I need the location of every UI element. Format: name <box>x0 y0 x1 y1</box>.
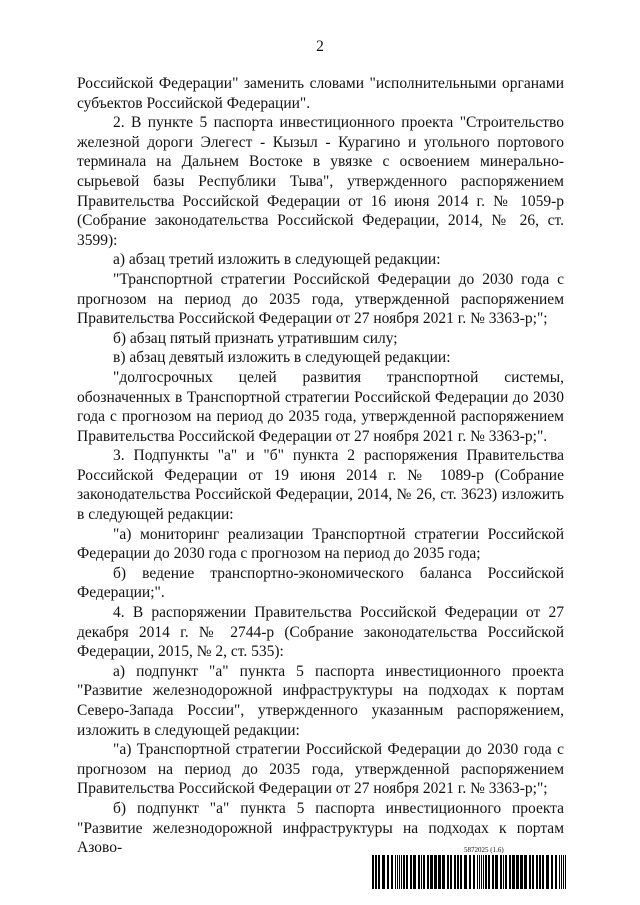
barcode-bar <box>500 855 502 889</box>
barcode-bar <box>565 855 566 889</box>
barcode-bar <box>481 855 482 889</box>
barcode-bar <box>546 855 549 889</box>
barcode-block <box>372 846 568 894</box>
barcode-bar <box>397 855 398 889</box>
barcode-bar <box>563 855 564 889</box>
barcode-bar <box>427 855 429 889</box>
barcode-bar <box>555 855 557 889</box>
paragraph: "долгосрочных целей развития транспортной системы, обозначенных в Транспортной стратегии Российской Федерации до 2030 года с прогнозом на период до 2035 года, утвержденной распоряжением Правительства Российской Федерации от 27 ноября 2021 г. № 3363-р;". <box>77 368 564 445</box>
barcode-bar <box>418 855 420 889</box>
barcode-bar <box>495 855 498 889</box>
paragraph: в) абзац девятый изложить в следующей редакции: <box>113 349 451 367</box>
barcode-bar <box>421 855 422 889</box>
barcode-bar <box>395 855 396 889</box>
barcode-bar <box>473 855 475 889</box>
barcode-bar <box>413 855 416 889</box>
barcode-bar <box>406 855 408 889</box>
paragraph: б) ведение транспортно-экономического баланса Российской Федерации;". <box>77 564 564 602</box>
paragraph: а) абзац третий изложить в следующей редакции: <box>113 251 441 269</box>
paragraph: 2. В пункте 5 паспорта инвестиционного проекта "Строительство железной дороги Элегест - Кызыл - Курагино и угольного портового терминала на Дальнем Востоке в увязке с освоением минерально-сырьевой базы Республики Тыва", утвержденного распоряжением Правительства Российской Федерации от 16 июня 2014 г. № 1059-р (Собрание законодательства Российской Федерации, 2014, № 26, ст. 3599): <box>77 114 564 249</box>
barcode-bar <box>505 855 507 889</box>
barcode-bar <box>391 855 393 889</box>
document-body <box>77 74 564 858</box>
paragraph: "а) мониторинг реализации Транспортной стратегии Российской Федерации до 2030 года с прогнозом на период до 2035 года; <box>77 525 564 563</box>
barcode-icon <box>372 855 568 889</box>
barcode-bar <box>387 855 389 889</box>
barcode-bar <box>372 855 374 889</box>
barcode-bar <box>529 855 531 889</box>
barcode-caption: 5872025 (1.6) <box>464 846 504 854</box>
paragraph: "а) Транспортной стратегии Российской Федерации до 2030 года с прогнозом на период до 2035 года, утвержденной распоряжением Правительства Российской Федерации от 27 ноября 2021 г. № 3363-р;"; <box>77 741 564 798</box>
barcode-bar <box>503 855 504 889</box>
barcode-bar <box>483 855 484 889</box>
barcode-bar <box>516 855 519 889</box>
barcode-bar <box>403 855 405 889</box>
barcode-bar <box>423 855 425 889</box>
barcode-bar <box>401 855 402 889</box>
barcode-bar <box>561 855 562 889</box>
barcode-bar <box>477 855 478 889</box>
barcode-bar <box>532 855 534 889</box>
barcode-bar <box>492 855 494 889</box>
barcode-bar <box>559 855 560 889</box>
barcode-bar <box>450 855 452 889</box>
barcode-bar <box>447 855 449 889</box>
barcode-bar <box>382 855 385 889</box>
barcode-bar <box>430 855 433 889</box>
barcode-bar <box>520 855 523 889</box>
barcode-bar <box>539 855 541 889</box>
paragraph: б) абзац пятый признать утратившим силу; <box>113 329 398 347</box>
barcode-bar <box>438 855 441 889</box>
paragraph: а) подпункт "а" пункта 5 паспорта инвестиционного проекта "Развитие железнодорожной инфраструктуры на подходах к портам Северо-Запада России", утвержденного указанным распоряжением, изложить в следующей редакции: <box>77 662 564 739</box>
barcode-bar <box>469 855 471 889</box>
barcode-bar <box>512 855 515 889</box>
barcode-bar <box>485 855 487 889</box>
paragraph: 4. В распоряжении Правительства Российской Федерации от 27 декабря 2014 г. № 2744-р (Собрание законодательства Российской Федерации, 2015, № 2, ст. 535): <box>77 604 564 661</box>
paragraph: "Транспортной стратегии Российской Федерации до 2030 года с прогнозом на период до 2035 года, утвержденной распоряжением Правительства Российской Федерации от 27 ноября 2021 г. № 3363-р;"; <box>77 270 564 328</box>
barcode-bar <box>488 855 490 889</box>
barcode-bar <box>457 855 459 889</box>
barcode-bar <box>378 855 380 889</box>
barcode-bar <box>536 855 538 889</box>
barcode-bar <box>509 855 511 889</box>
barcode-bar <box>551 855 553 889</box>
barcode-bar <box>442 855 445 889</box>
barcode-bar <box>479 855 480 889</box>
barcode-bar <box>524 855 527 889</box>
page-number: 2 <box>316 38 324 55</box>
barcode-bar <box>375 855 377 889</box>
barcode-bar <box>434 855 437 889</box>
barcode-bar <box>542 855 544 889</box>
barcode-bar <box>410 855 412 889</box>
barcode-bar <box>454 855 456 889</box>
paragraph: 3. Подпункты "а" и "б" пункта 2 распоряжения Правительства Российской Федерации от 19 июня 2014 г. № 1089-р (Собрание законодательства Российской Федерации, 2014, № 26, ст. 3623) изложить в следующей редакции: <box>77 447 564 524</box>
paragraph: б) подпункт "а" пункта 5 паспорта инвестиционного проекта "Развитие железнодорожной инфраструктуры на подходах к портам Азово- <box>77 799 564 857</box>
barcode-bar <box>464 855 467 889</box>
barcode-bar <box>460 855 462 889</box>
barcode-bar <box>399 855 400 889</box>
paragraph: Российской Федерации" заменить словами "исполнительными органами субъектов Российской Федерации". <box>77 75 564 112</box>
